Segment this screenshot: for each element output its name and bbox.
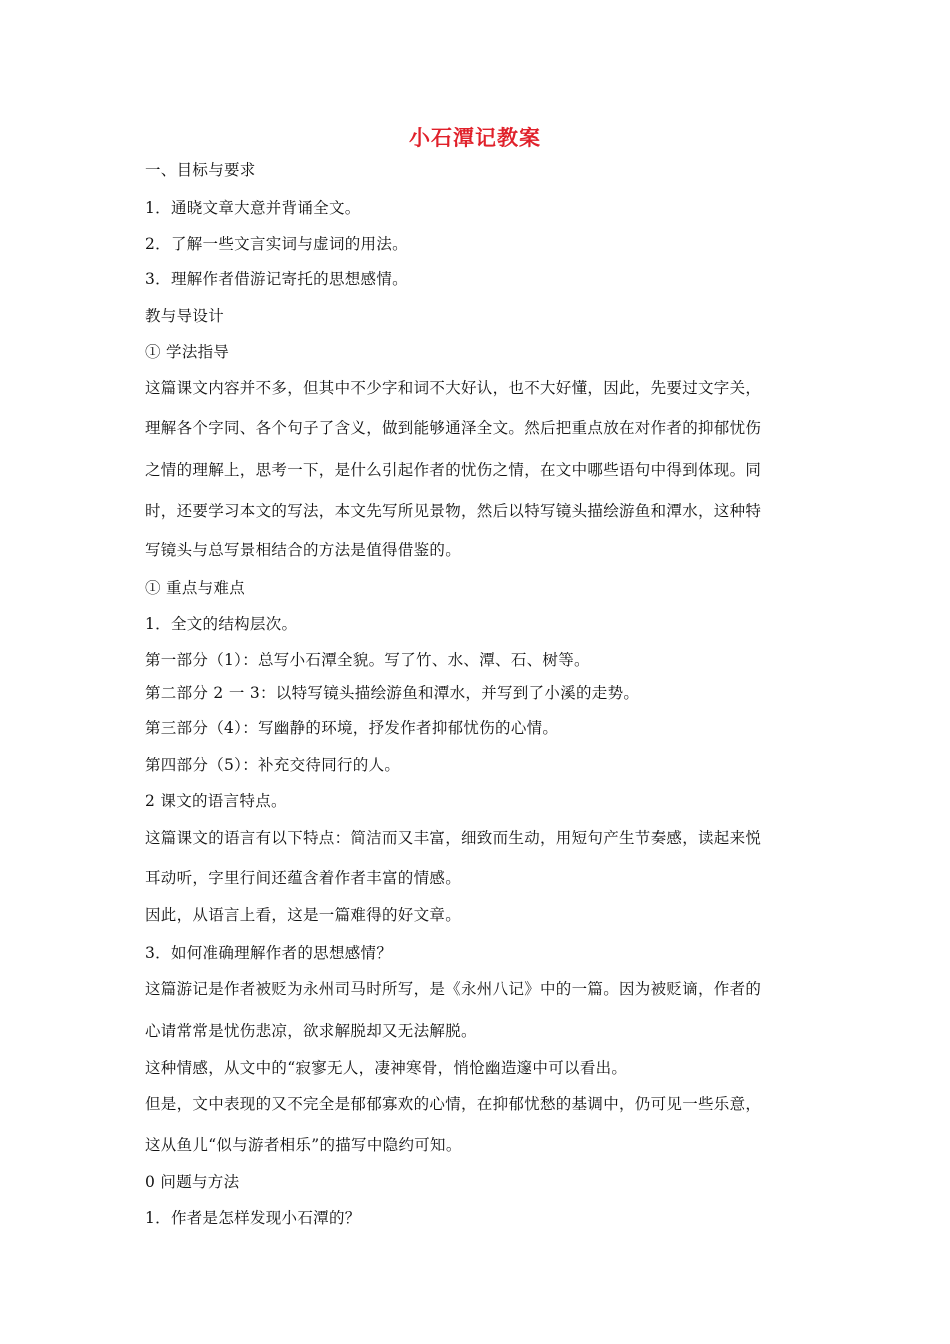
text-line: 第四部分（5）：补充交待同行的人。: [145, 756, 401, 774]
document-title: 小石潭记教案: [409, 126, 541, 150]
text-line: 这篇游记是作者被贬为永州司马时所写，是《永州八记》中的一篇。因为被贬谪，作者的: [145, 980, 762, 998]
text-line: 1．通晓文章大意并背诵全文。: [145, 199, 361, 217]
text-line: 耳动听，字里行间还蕴含着作者丰富的情感。: [145, 869, 462, 887]
text-line: 2．了解一些文言实词与虚词的用法。: [145, 235, 408, 253]
text-line: 0 问题与方法: [145, 1173, 240, 1191]
text-line: 第二部分 2 一 3：以特写镜头描绘游鱼和潭水，并写到了小溪的走势。: [145, 684, 640, 702]
text-line: 这篇课文的语言有以下特点：简洁而又丰富，细致而生动，用短句产生节奏感，读起来悦: [145, 829, 762, 847]
text-line: 但是，文中表现的又不完全是郁郁寡欢的心情，在抑郁忧愁的基调中，仍可见一些乐意，: [145, 1095, 762, 1113]
text-line: 教与导设计: [145, 307, 225, 325]
text-line: 一、目标与要求: [145, 161, 256, 179]
text-line: 这种情感，从文中的“寂寥无人，凄神寒骨，悄怆幽造邃中可以看出。: [145, 1059, 628, 1077]
text-line: 1．作者是怎样发现小石潭的？: [145, 1209, 361, 1227]
text-line: 3．理解作者借游记寄托的思想感情。: [145, 270, 408, 288]
text-line: ① 重点与难点: [145, 579, 246, 597]
text-line: 时，还要学习本文的写法，本文先写所见景物，然后以特写镜头描绘游鱼和潭水，这种特: [145, 502, 762, 520]
text-line: 第一部分（1）：总写小石潭全貌。写了竹、水、潭、石、树等。: [145, 651, 590, 669]
text-line: 3．如何准确理解作者的思想感情？: [145, 944, 393, 962]
text-line: ① 学法指导: [145, 343, 230, 361]
text-line: 2 课文的语言特点。: [145, 792, 287, 810]
text-line: 因此，从语言上看，这是一篇难得的好文章。: [145, 906, 462, 924]
text-line: 心请常常是忧伤悲凉，欲求解脱却又无法解脱。: [145, 1022, 477, 1040]
text-line: 之情的理解上，思考一下，是什么引起作者的忧伤之情，在文中哪些语句中得到体现。同: [145, 461, 762, 479]
text-line: 理解各个字同、各个句子了含义，做到能够通泽全文。然后把重点放在对作者的抑郁忧伤: [145, 419, 762, 437]
text-line: 这篇课文内容并不多，但其中不少字和词不大好认，也不大好懂，因此，先要过文字关，: [145, 379, 762, 397]
text-line: 1．全文的结构层次。: [145, 615, 298, 633]
text-line: 这从鱼儿“似与游者相乐”的描写中隐约可知。: [145, 1136, 462, 1154]
text-line: 第三部分（4）：写幽静的环境，抒发作者抑郁忧伤的心情。: [145, 719, 559, 737]
text-line: 写镜头与总写景相结合的方法是值得借鉴的。: [145, 541, 462, 559]
